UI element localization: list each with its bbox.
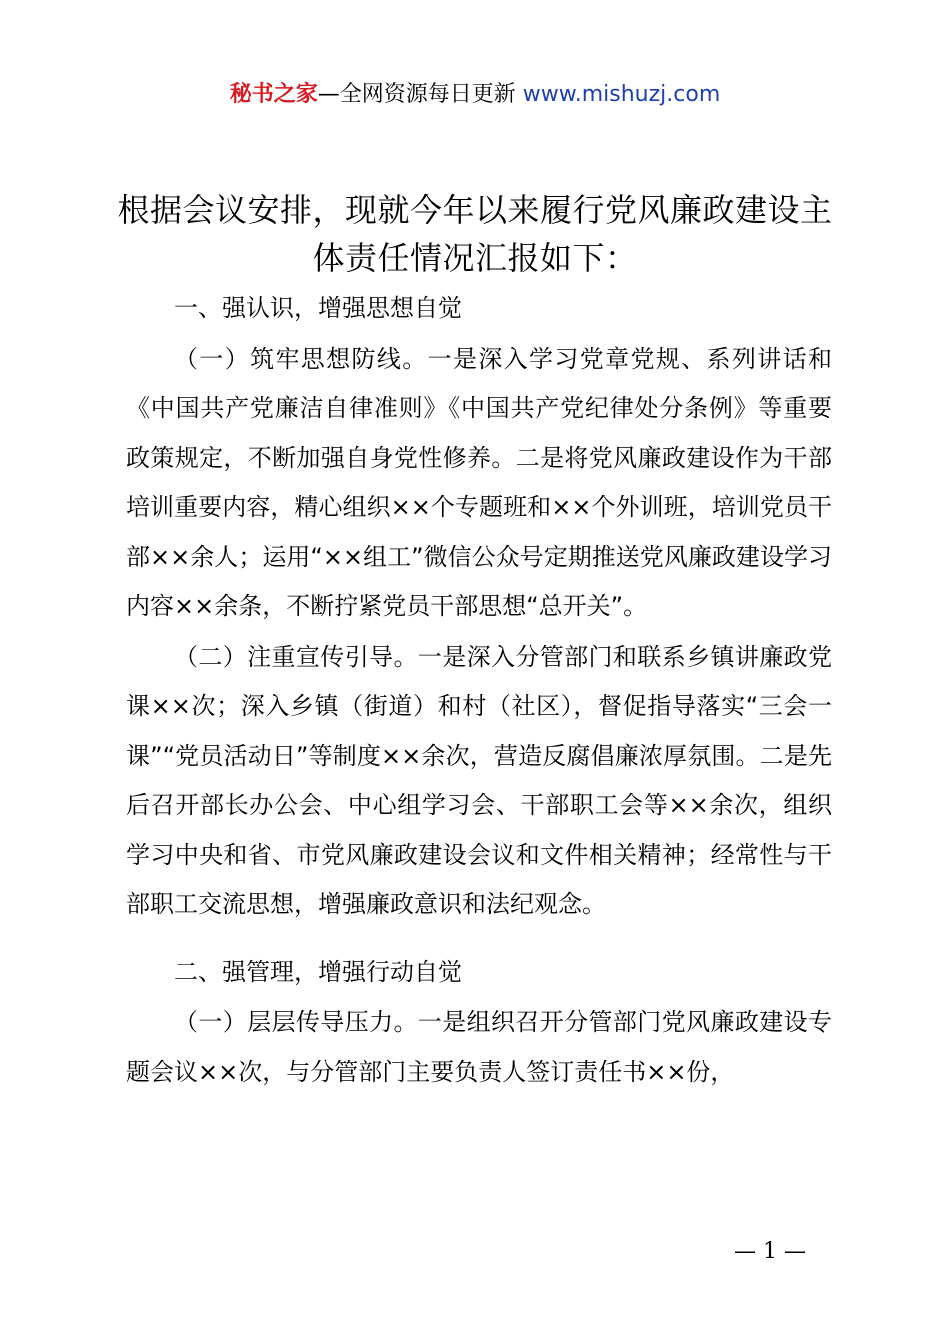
header-dash: — [317,82,340,107]
paragraph-2: （二）注重宣传引导。一是深入分管部门和联系乡镇讲廉政党课××次；深入乡镇（街道）和村（社区），督促指导落实“三会一课”“党员活动日”等制度××余次，营造反腐倡廉浓厚氛围。二是先后召开部长办公会、中心组学习会、干部职工会等××余次，组织学习中央和省、市党风廉政建设会议和文件相关精神；经常性与干部职工交流思想，增强廉政意识和法纪观念。 [126,642,832,918]
paragraph-3: （一）层层传导压力。一是组织召开分管部门党风廉政建设专题会议××次，与分管部门主要负责人签订责任书××份， [126,1008,832,1086]
header-tagline: 全网资源每日更新 [339,82,516,107]
document-body [126,284,832,1097]
paragraph-1: （一）筑牢思想防线。一是深入学习党章党规、系列讲话和《中国共产党廉洁自律准则》《中国共产党纪律处分条例》等重要政策规定，不断加强自身党性修养。二是将党风廉政建设作为干部培训重要内容，精心组织××个专题班和××个外训班，培训党员干部××余人；运用“××组工”微信公众号定期推送党风廉政建设学习内容××余条，不断拧紧党员干部思想“总开关”。 [126,344,832,620]
section-heading-2: 二、强管理，增强行动自觉 [174,957,462,986]
page-number: — 1 — [734,1239,806,1264]
section-heading-1: 一、强认识，增强思想自觉 [174,294,462,322]
site-header [0,78,950,112]
brand-name: 秘书之家 [229,82,318,107]
document-title: 根据会议安排，现就今年以来履行党风廉政建设主体责任情况汇报如下： [117,191,833,277]
site-url-link[interactable]: www.mishuzj.com [522,82,721,107]
